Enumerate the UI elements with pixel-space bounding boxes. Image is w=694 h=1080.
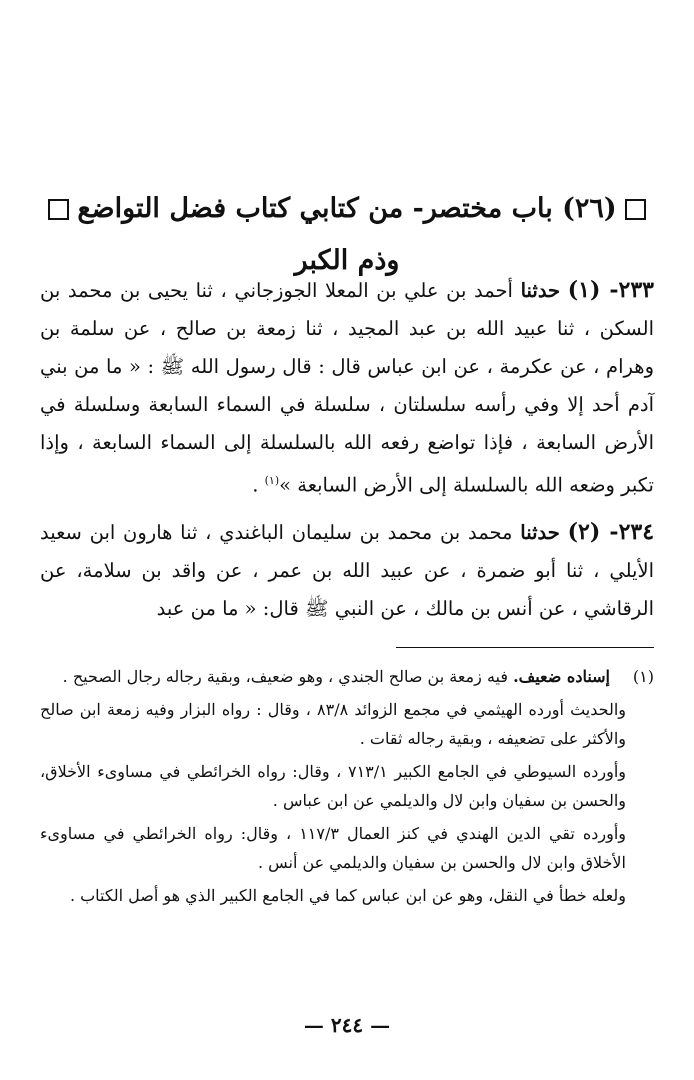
footnote-p5: ولعله خطأ في النقل، وهو عن ابن عباس كما في الجامع الكبير الذي هو أصل الكتاب . — [69, 886, 626, 905]
footnotes — [40, 662, 654, 910]
haddathana-word: حدثنا — [520, 279, 561, 302]
hadith-text: أحمد بن علي بن المعلا الجوزجاني ، ثنا يحيى بن محمد بن السكن ، ثنا عبيد الله بن عبد المجيد ، ثنا زمعة بن صالح ، عن سلمة بن وهرام ، عن عكرمة ، عن ابن عباس قال : قال رسول الله ﷺ : « ما من بني آدم أحد إلا وفي رأسه سلسلتان ، سلسلة في السماء السابعة وسلسلة في الأرض السابعة ، فإذا تواضع رفعه الله بالسلسلة إلى السماء السابعة ، وإذا تكبر وضعه الله بالسلسلة إلى الأرض السابعة » — [40, 279, 654, 497]
page — [40, 0, 654, 1080]
haddathana-word: حدثنا — [520, 521, 560, 544]
footnote-p2: والحديث أورده الهيثمي في مجمع الزوائد ٨٣/٨ ، وقال : رواه البزار وفيه زمعة ابن صالح والأكثر على تضعيفه ، وبقية رجاله ثقات . — [40, 700, 627, 748]
hadith-number: ٢٣٣- (١) — [567, 277, 654, 303]
footnote-separator — [396, 647, 654, 648]
chapter-title-line2: وذم الكبر — [294, 245, 400, 276]
footnote-mark: (١) — [632, 667, 654, 686]
hadith-end: . — [252, 473, 265, 497]
footnote-ref: (١) — [264, 474, 280, 487]
hadith-number: ٢٣٤- (٢) — [567, 519, 655, 545]
hadith-233 — [40, 271, 654, 505]
square-box-icon — [48, 199, 69, 220]
square-box-icon — [625, 199, 646, 220]
hadith-234 — [40, 513, 654, 628]
footnote-p1: فيه زمعة بن صالح الجندي ، وهو ضعيف، وبقية رجاله رجال الصحيح . — [62, 667, 508, 686]
chapter-title-line1: (٢٦) باب مختصر- من كتابي كتاب فضل التواضع — [77, 193, 617, 224]
footnote-p3: وأورده السيوطي في الجامع الكبير ٧١٣/١ ، وقال: رواه الخرائطي في مساوىء الأخلاق، والحسن بن سفيان وابن لال والديلمي عن ابن عباس . — [40, 762, 626, 810]
footnote-lead: إسناده ضعيف. — [513, 667, 610, 686]
hadith-text: محمد بن محمد بن سليمان الباغندي ، ثنا هارون ابن سعيد الأيلي ، ثنا أبو ضمرة ، عن عبيد الله بن عمر ، عن واقد بن سلامة، عن الرقاشي ، عن أنس بن مالك ، عن النبي ﷺ قال: « ما من عبد — [40, 521, 654, 620]
page-number: — ٢٤٤ — — [303, 1013, 391, 1037]
footnote-p4: وأورده تقي الدين الهندي في كنز العمال ١١٧/٣ ، وقال: رواه الخرائطي في مساوىء الأخلاق وابن لال والحسن بن سفيان والديلمي عن أنس . — [40, 824, 626, 872]
